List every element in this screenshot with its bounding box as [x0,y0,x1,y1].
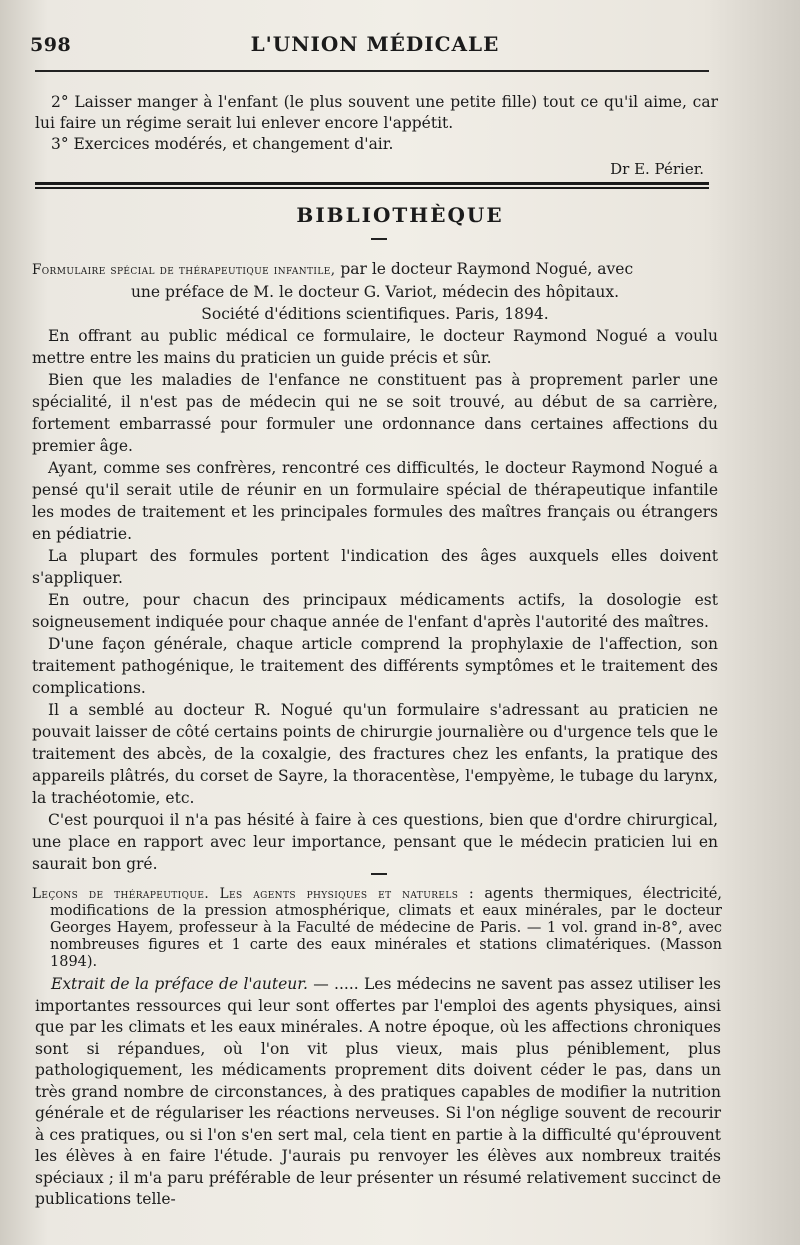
review-paragraph: La plupart des formules portent l'indication des âges auxquels elles doivent s'appliquer. [32,547,718,587]
previous-article-end [35,92,718,155]
extract-paragraph [35,974,721,1211]
review-paragraph: Ayant, comme ses confrères, rencontré ces difficultés, le docteur Raymond Nogué a pensé qu'il serait utile de réunir en un formulaire spécial de thérapeutique infantile les modes de traitement et les principales formules des maîtres français ou étrangers en pédiatrie. [32,459,718,543]
book-preface: une préface de M. le docteur G. Variot, médecin des hôpitaux. [130,283,620,301]
review-heading [32,258,718,281]
section-title: BIBLIOTHÈQUE [296,203,504,227]
recommendation-2: 2° Laisser manger à l'enfant (le plus souvent une petite fille) tout ce qu'il aime, car lui faire un régime serait lui enlever encore l'appétit. [35,93,718,132]
preface-extract [35,974,721,1211]
review-paragraph: D'une façon générale, chaque article comprend la prophylaxie de l'affection, son traitement pathogénique, le traitement des différents symptômes et le traitement des complications. [32,635,718,697]
page-header [30,30,720,60]
book-author: par le docteur Raymond Nogué, avec [335,260,634,278]
book-title: Leçons de thérapeutique. Les agents physiques et naturels [32,886,459,902]
title-dash [371,238,387,240]
page-number: 598 [30,34,72,56]
book-description: : agents thermiques, électricité, modifications de la pression atmosphérique, climats et eaux minérales, par le docteur Georges Hayem, professeur à la Faculté de médecine de Paris. — 1 vol. grand in-8°, avec nombreuses figures et 1 carte des eaux minérales et stations climatériques. (Masson 1894). [50,886,722,970]
extract-label: Extrait de la préface de l'auteur. [51,975,308,993]
journal-title: L'UNION MÉDICALE [250,32,500,56]
author-signature: Dr E. Périer. [610,160,704,178]
book-publisher: Société d'éditions scientifiques. Paris, 1894. [201,305,549,323]
recommendation-3: 3° Exercices modérés, et changement d'air. [51,135,394,153]
review-paragraph: En outre, pour chacun des principaux médicaments actifs, la dosologie est soigneusement indiquée pour chaque année de l'enfant d'après l'autorité des maîtres. [32,591,718,631]
extract-text: — ..... Les médecins ne savent pas assez utiliser les importantes ressources qui leur sont offertes par l'emploi des agents physiques, ainsi que par les climats et les eaux minérales. A notre époque, où les affections chroniques sont si répandues, où l'on vit plus vieux, mais plus péniblement, plus pathologiquement, les médicaments proprement dits doivent céder le pas, dans un très grand nombre de circonstances, à des pratiques capables de modifier la nutrition générale et de régulariser les réactions nerveuses. Si l'on néglige souvent de recourir à ces pratiques, ou si l'on s'en sert mal, cela tient en partie à la difficulté qu'éprouvent les élèves à en faire l'étude. J'aurais pu renvoyer les élèves aux nombreux traités spéciaux ; il m'a paru préférable de leur présenter un résumé relativement succinct de publications telle- [35,975,721,1208]
book-entry-heading [32,886,722,971]
review-paragraph: C'est pourquoi il n'a pas hésité à faire à ces questions, bien que d'ordre chirurgical, une place en rapport avec leur importance, pensant que le médecin praticien lui en saurait bon gré. [32,811,718,873]
review-lecons [32,886,722,971]
section-divider [35,182,709,189]
review-paragraph: Il a semblé au docteur R. Nogué qu'un formulaire s'adressant au praticien ne pouvait laisser de côté certains points de chirurgie journalière ou d'urgence tels que le traitement des abcès, de la coxalgie, des fractures chez les enfants, la pratique des appareils plâtrés, du corset de Sayre, la thoracentèse, l'empyème, le tubage du larynx, la trachéotomie, etc. [32,701,718,807]
review-formulaire [32,258,718,875]
header-rule [35,70,709,72]
review-paragraph: Bien que les maladies de l'enfance ne constituent pas à proprement parler une spécialité, il n'est pas de médecin qui ne se soit trouvé, au début de sa carrière, fortement embarrassé pour formuler une ordonnance dans certaines affections du premier âge. [32,371,718,455]
review-paragraph: En offrant au public médical ce formulaire, le docteur Raymond Nogué a voulu mettre entre les mains du praticien un guide précis et sûr. [32,327,718,367]
book-title: Formulaire spécial de thérapeutique infantile, [32,262,336,278]
review-separator-dash [371,873,387,875]
